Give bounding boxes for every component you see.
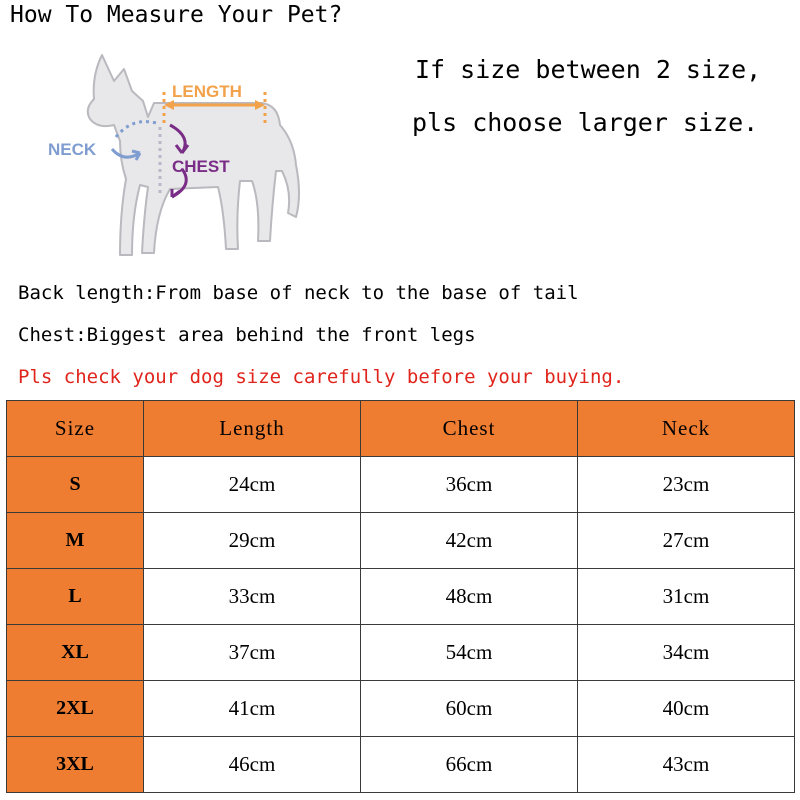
table-row	[7, 737, 795, 793]
chest-definition: Chest:Biggest area behind the front legs	[18, 324, 476, 346]
chest-cell: 36cm	[361, 457, 578, 513]
neck-cell: 31cm	[578, 569, 795, 625]
neck-cell: 23cm	[578, 457, 795, 513]
table-row	[7, 513, 795, 569]
size-cell: 3XL	[7, 737, 144, 793]
neck-cell: 34cm	[578, 625, 795, 681]
chest-cell: 60cm	[361, 681, 578, 737]
chest-cell: 48cm	[361, 569, 578, 625]
table-row	[7, 457, 795, 513]
size-cell: S	[7, 457, 144, 513]
column-header-chest: Chest	[361, 401, 578, 457]
page-title: How To Measure Your Pet?	[10, 2, 343, 28]
chest-cell: 66cm	[361, 737, 578, 793]
table-row	[7, 681, 795, 737]
column-header-neck: Neck	[578, 401, 795, 457]
table-row	[7, 625, 795, 681]
size-note-line2: pls choose larger size.	[412, 108, 759, 137]
dog-measurement-illustration	[40, 45, 310, 270]
neck-label: NECK	[48, 140, 97, 159]
chest-cell: 42cm	[361, 513, 578, 569]
length-cell: 46cm	[144, 737, 361, 793]
size-cell: L	[7, 569, 144, 625]
length-cell: 29cm	[144, 513, 361, 569]
column-header-size: Size	[7, 401, 144, 457]
size-table	[6, 400, 795, 793]
table-header-row	[7, 401, 795, 457]
size-cell: 2XL	[7, 681, 144, 737]
length-cell: 37cm	[144, 625, 361, 681]
chest-label: CHEST	[172, 157, 230, 176]
size-cell: XL	[7, 625, 144, 681]
chest-cell: 54cm	[361, 625, 578, 681]
neck-cell: 43cm	[578, 737, 795, 793]
length-cell: 41cm	[144, 681, 361, 737]
column-header-length: Length	[144, 401, 361, 457]
back-length-definition: Back length:From base of neck to the base of tail	[18, 282, 579, 304]
size-note-line1: If size between 2 size,	[415, 55, 762, 84]
neck-cell: 40cm	[578, 681, 795, 737]
warning-text: Pls check your dog size carefully before your buying.	[18, 366, 625, 388]
table-row	[7, 569, 795, 625]
size-cell: M	[7, 513, 144, 569]
length-cell: 33cm	[144, 569, 361, 625]
length-label: LENGTH	[172, 82, 242, 101]
length-cell: 24cm	[144, 457, 361, 513]
neck-cell: 27cm	[578, 513, 795, 569]
